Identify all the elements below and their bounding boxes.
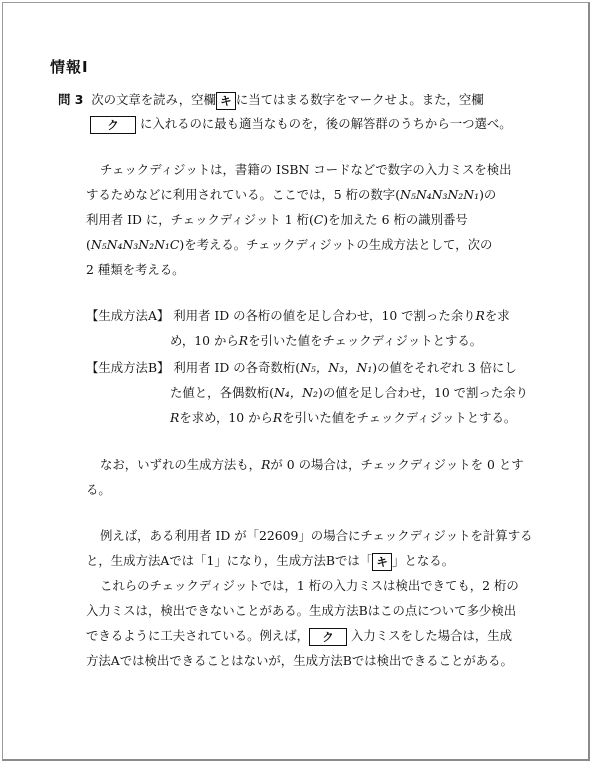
para1-line-3: 利用者 ID に，チェックディジット 1 桁(C)を加えた 6 桁の識別番号: [86, 212, 468, 227]
para3-line-1: 例えば，ある利用者 ID が「22609」の場合にチェックディジットを計算する: [100, 528, 533, 543]
para1-line-1: チェックディジットは，書籍の ISBN コードなどで数字の入力ミスを検出: [100, 162, 512, 177]
question-line-1: [58, 90, 484, 110]
para2-line-2: る。: [86, 482, 111, 497]
question-text-1a: 次の文章を読み，空欄: [91, 92, 216, 107]
question-line-2: [90, 114, 512, 134]
para1-line-5: 2 種類を考える。: [86, 262, 185, 277]
para3-line-4: 入力ミスは，検出できないことがある。生成方法Bはこの点について多少検出: [86, 603, 517, 618]
method-a-label: 【生成方法A】: [86, 308, 170, 323]
question-label: 問 3: [58, 92, 84, 107]
para3-line-3: これらのチェックディジットでは，1 桁の入力ミスは検出できても，2 桁の: [100, 578, 519, 593]
para2-line-1: なお，いずれの生成方法も，Rが 0 の場合は，チェックディジットを 0 とす: [100, 457, 524, 472]
para3-line-5: できるように工夫されている。例えば， ク 入力ミスをした場合は，生成: [86, 628, 513, 644]
para3-line-2: と，生成方法Aでは「1」になり，生成方法Bでは「 キ 」となる。: [86, 553, 455, 569]
question-text-1b: に当てはまる数字をマークせよ。また，空欄: [235, 92, 484, 107]
para1-line-2: するためなどに利用されている。ここでは，5 桁の数字(N₅N₄N₃N₂N₁)の: [86, 187, 497, 202]
blank-ku: ク: [90, 116, 136, 134]
blank-ku-inline: ク: [309, 628, 347, 646]
blank-ki: キ: [216, 92, 236, 110]
subject-heading: 情報Ⅰ: [50, 58, 89, 76]
method-b-line-2: た値と，各偶数桁(N₄，N₂)の値を足し合わせ，10 で割った余り: [170, 385, 529, 400]
method-a-line-1: 【生成方法A】 利用者 ID の各桁の値を足し合わせ，10 で割った余りRを求: [86, 308, 510, 323]
method-b-line-3: Rを求め，10 からRを引いた値をチェックディジットとする。: [170, 410, 517, 425]
question-text-2: に入れるのに最も適当なものを，後の解答群のうちから一つ選べ。: [139, 116, 512, 131]
blank-ki-inline: キ: [372, 553, 392, 571]
method-a-line-2: め，10 からRを引いた値をチェックディジットとする。: [170, 333, 483, 348]
method-b-label: 【生成方法B】: [86, 360, 170, 375]
para3-line-6: 方法Aでは検出できることはないが，生成方法Bでは検出できることがある。: [86, 653, 513, 668]
method-b-line-1: 【生成方法B】 利用者 ID の各奇数桁(N₅，N₃，N₁)の値をそれぞれ 3 倍にし: [86, 360, 517, 375]
para1-line-4: (N₅N₄N₃N₂N₁C)を考える。チェックディジットの生成方法として，次の: [86, 237, 493, 252]
